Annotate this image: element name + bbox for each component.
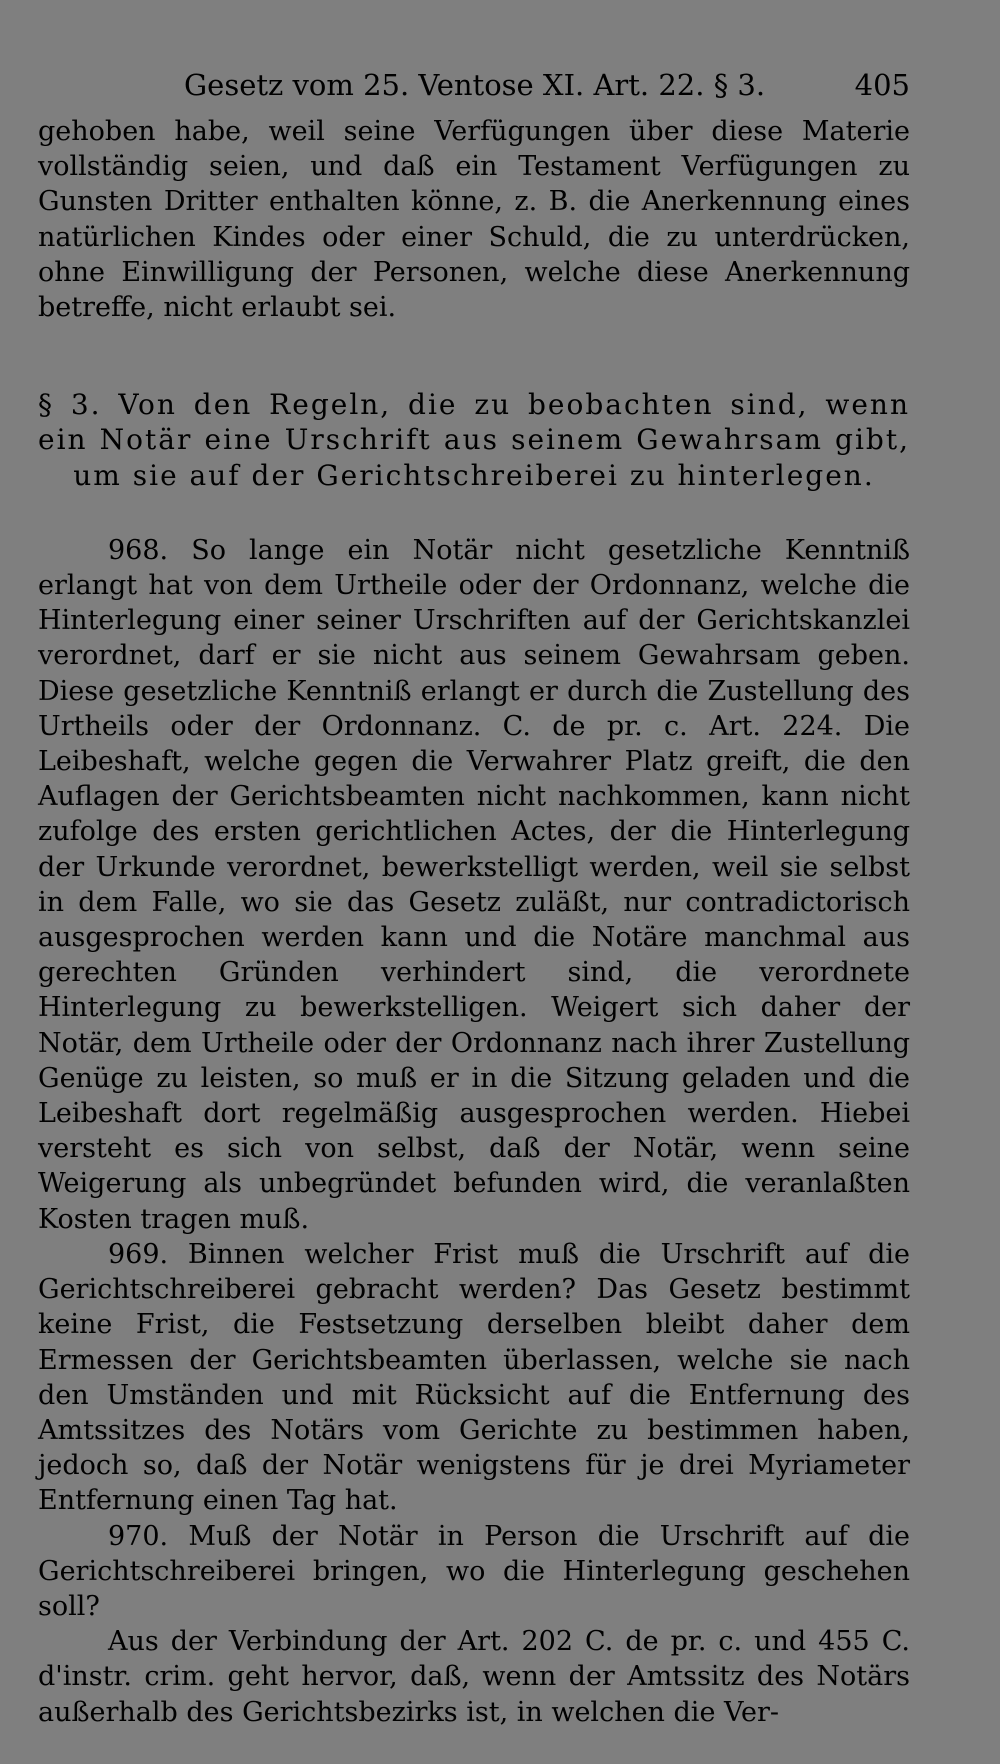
running-title: Gesetz vom 25. Ventose XI. Art. 22. § 3. bbox=[184, 68, 766, 102]
book-page bbox=[38, 62, 910, 1730]
section-heading bbox=[38, 387, 910, 493]
paragraph-968: 968. So lange ein Notär nicht gesetzliche Kenntniß erlangt hat von dem Urtheile oder der Ordonnanz, welche die Hinterlegung einer seiner Urschriften auf der Gerichtskanzlei verordnet, darf er sie nicht aus seinem Gewahrsam geben. Diese gesetzliche Kenntniß erlangt er durch die Zustellung des Urtheils oder der Ordonnanz. C. de pr. c. Art. 224. Die Leibeshaft, welche gegen die Verwahrer Platz greift, die den Auflagen der Gerichtsbeamten nicht nachkommen, kann nicht zufolge des ersten gerichtlichen Actes, der die Hinterlegung der Urkunde verordnet, bewerkstelligt werden, weil sie selbst in dem Falle, wo sie das Gesetz zuläßt, nur contradictorisch ausgesprochen werden kann und die Notäre manchmal aus gerechten Gründen verhindert sind, die verordnete Hinterlegung zu bewerkstelligen. Weigert sich daher der Notär, dem Urtheile oder der Ordonnanz nach ihrer Zustellung Genüge zu leisten, so muß er in die Sitzung geladen und die Leibeshaft dort regelmäßig ausgesprochen werden. Hiebei versteht es sich von selbst, daß der Notär, wenn seine Weigerung als unbegründet befunden wird, die veranlaßten Kosten tragen muß. bbox=[38, 534, 910, 1235]
paragraph-970-answer: Aus der Verbindung der Art. 202 C. de pr. c. und 455 C. d'instr. crim. geht hervor, daß, wenn der Amtssitz des Notärs außerhalb des Gerichtsbezirks ist, in welchen die Ver- bbox=[38, 1626, 910, 1728]
page-number: 405 bbox=[854, 68, 910, 102]
page-header bbox=[38, 62, 910, 114]
paragraph-969: 969. Binnen welcher Frist muß die Urschrift auf die Gerichtschreiberei gebracht werden? Das Gesetz bestimmt keine Frist, die Festsetzung derselben bleibt daher dem Ermessen der Gerichtsbeamten überlassen, welche sie nach den Umständen und mit Rücksicht auf die Entfernung des Amtssitzes des Notärs vom Gerichte zu bestimmen haben, jedoch so, daß der Notär wenigstens für je drei Myriameter Entfernung einen Tag hat. bbox=[38, 1238, 910, 1517]
paragraph-continuation: gehoben habe, weil seine Verfügungen über diese Materie vollständig seien, und daß ein Testament Verfügungen zu Gunsten Dritter enthalten könne, z. B. die Anerkennung eines natürlichen Kindes oder einer Schuld, die zu unterdrücken, ohne Einwilligung der Personen, welche diese Anerkennung betreffe, nicht erlaubt sei. bbox=[38, 116, 910, 324]
section-heading-text: § 3. Von den Regeln, die zu beobachten sind, wenn ein Notär eine Urschrift aus seinem Gewahrsam gibt, um sie auf der Gerichtschreiberei zu hinterlegen. bbox=[38, 388, 910, 492]
paragraph-970: 970. Muß der Notär in Person die Urschrift auf die Gerichtschreiberei bringen, wo die Hinterlegung geschehen soll? bbox=[38, 1520, 910, 1622]
